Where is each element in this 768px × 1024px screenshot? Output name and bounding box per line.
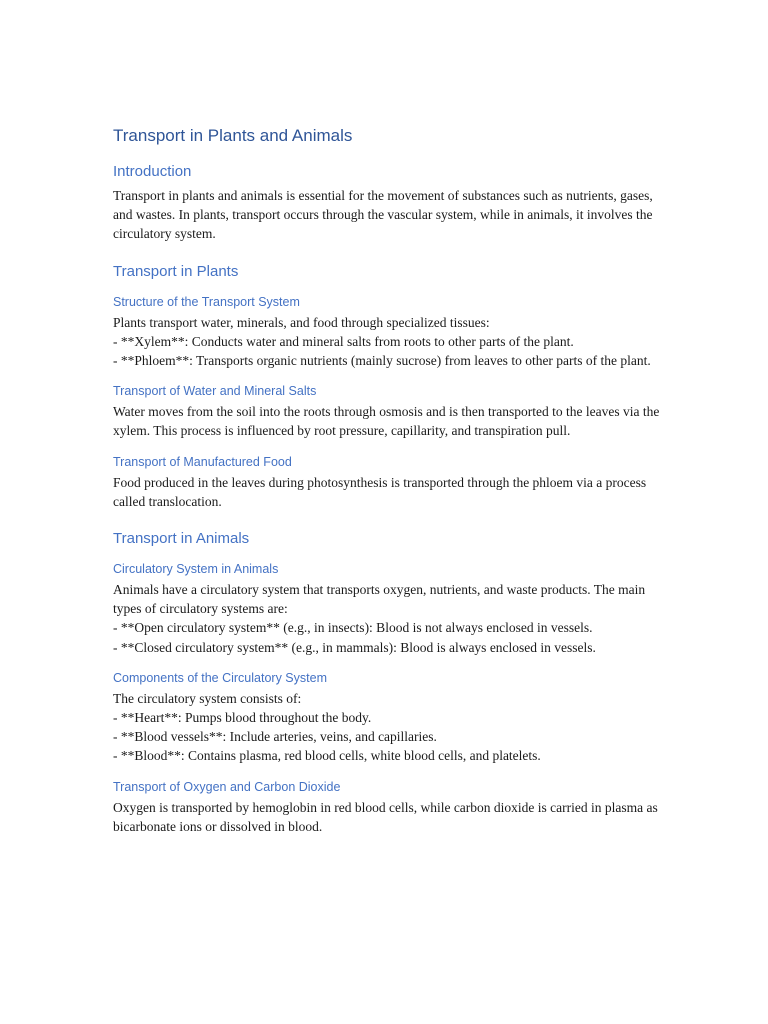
subsection-paragraph: Plants transport water, minerals, and food through specialized tissues: - **Xylem**: Conducts water and mineral salts from roots to other parts of the plant. - **Phloem**: Transports organic nutrients (mainly sucrose) from leaves to other parts of the plant. [113, 314, 651, 369]
section-paragraph: Transport in plants and animals is essential for the movement of substances such as nutrients, gases, and wastes. In plants, transport occurs through the vascular system, while in animals, it involves the circulatory system. [113, 188, 653, 242]
subsection-heading: Transport of Oxygen and Carbon Dioxide [113, 779, 341, 794]
section-introduction [113, 162, 661, 244]
subsection-heading: Transport of Manufactured Food [113, 454, 292, 469]
section-transport-in-plants [113, 262, 661, 511]
subsection-paragraph: Food produced in the leaves during photosynthesis is transported through the phloem via a process called translocation. [113, 474, 647, 509]
subsection-circulatory-system [113, 561, 661, 657]
subsection-heading: Structure of the Transport System [113, 294, 300, 309]
subsection-components [113, 670, 661, 766]
section-heading: Transport in Animals [113, 530, 250, 548]
document-body [113, 124, 661, 836]
document-title: Transport in Plants and Animals [113, 126, 353, 145]
subsection-structure [113, 294, 661, 371]
subsection-heading: Components of the Circulatory System [113, 670, 327, 685]
subsection-water-transport [113, 383, 661, 440]
subsection-gas-transport [113, 779, 661, 836]
subsection-paragraph: Water moves from the soil into the roots through osmosis and is then transported to the leaves via the xylem. This process is influenced by root pressure, capillarity, and transpiration pull. [113, 404, 660, 439]
section-transport-in-animals [113, 529, 661, 836]
subsection-food-transport [113, 454, 661, 511]
subsection-heading: Circulatory System in Animals [113, 562, 279, 577]
subsection-paragraph: The circulatory system consists of: - **Heart**: Pumps blood throughout the body. - **Blood vessels**: Include arteries, veins, and capillaries. - **Blood**: Contains plasma, red blood cells, white blood cells, and platelets. [113, 690, 541, 764]
subsection-heading: Transport of Water and Mineral Salts [113, 384, 317, 399]
section-heading: Transport in Plants [113, 262, 239, 280]
subsection-paragraph: Animals have a circulatory system that transports oxygen, nutrients, and waste products. The main types of circulatory systems are: - **Open circulatory system** (e.g., in insects): Blood is not always enclosed in vessels. - **Closed circulatory system** (e.g., in mammals): Blood is always enclosed in vessels. [113, 582, 646, 655]
section-heading: Introduction [113, 163, 192, 180]
subsection-paragraph: Oxygen is transported by hemoglobin in red blood cells, while carbon dioxide is carried in plasma as bicarbonate ions or dissolved in blood. [113, 799, 658, 834]
